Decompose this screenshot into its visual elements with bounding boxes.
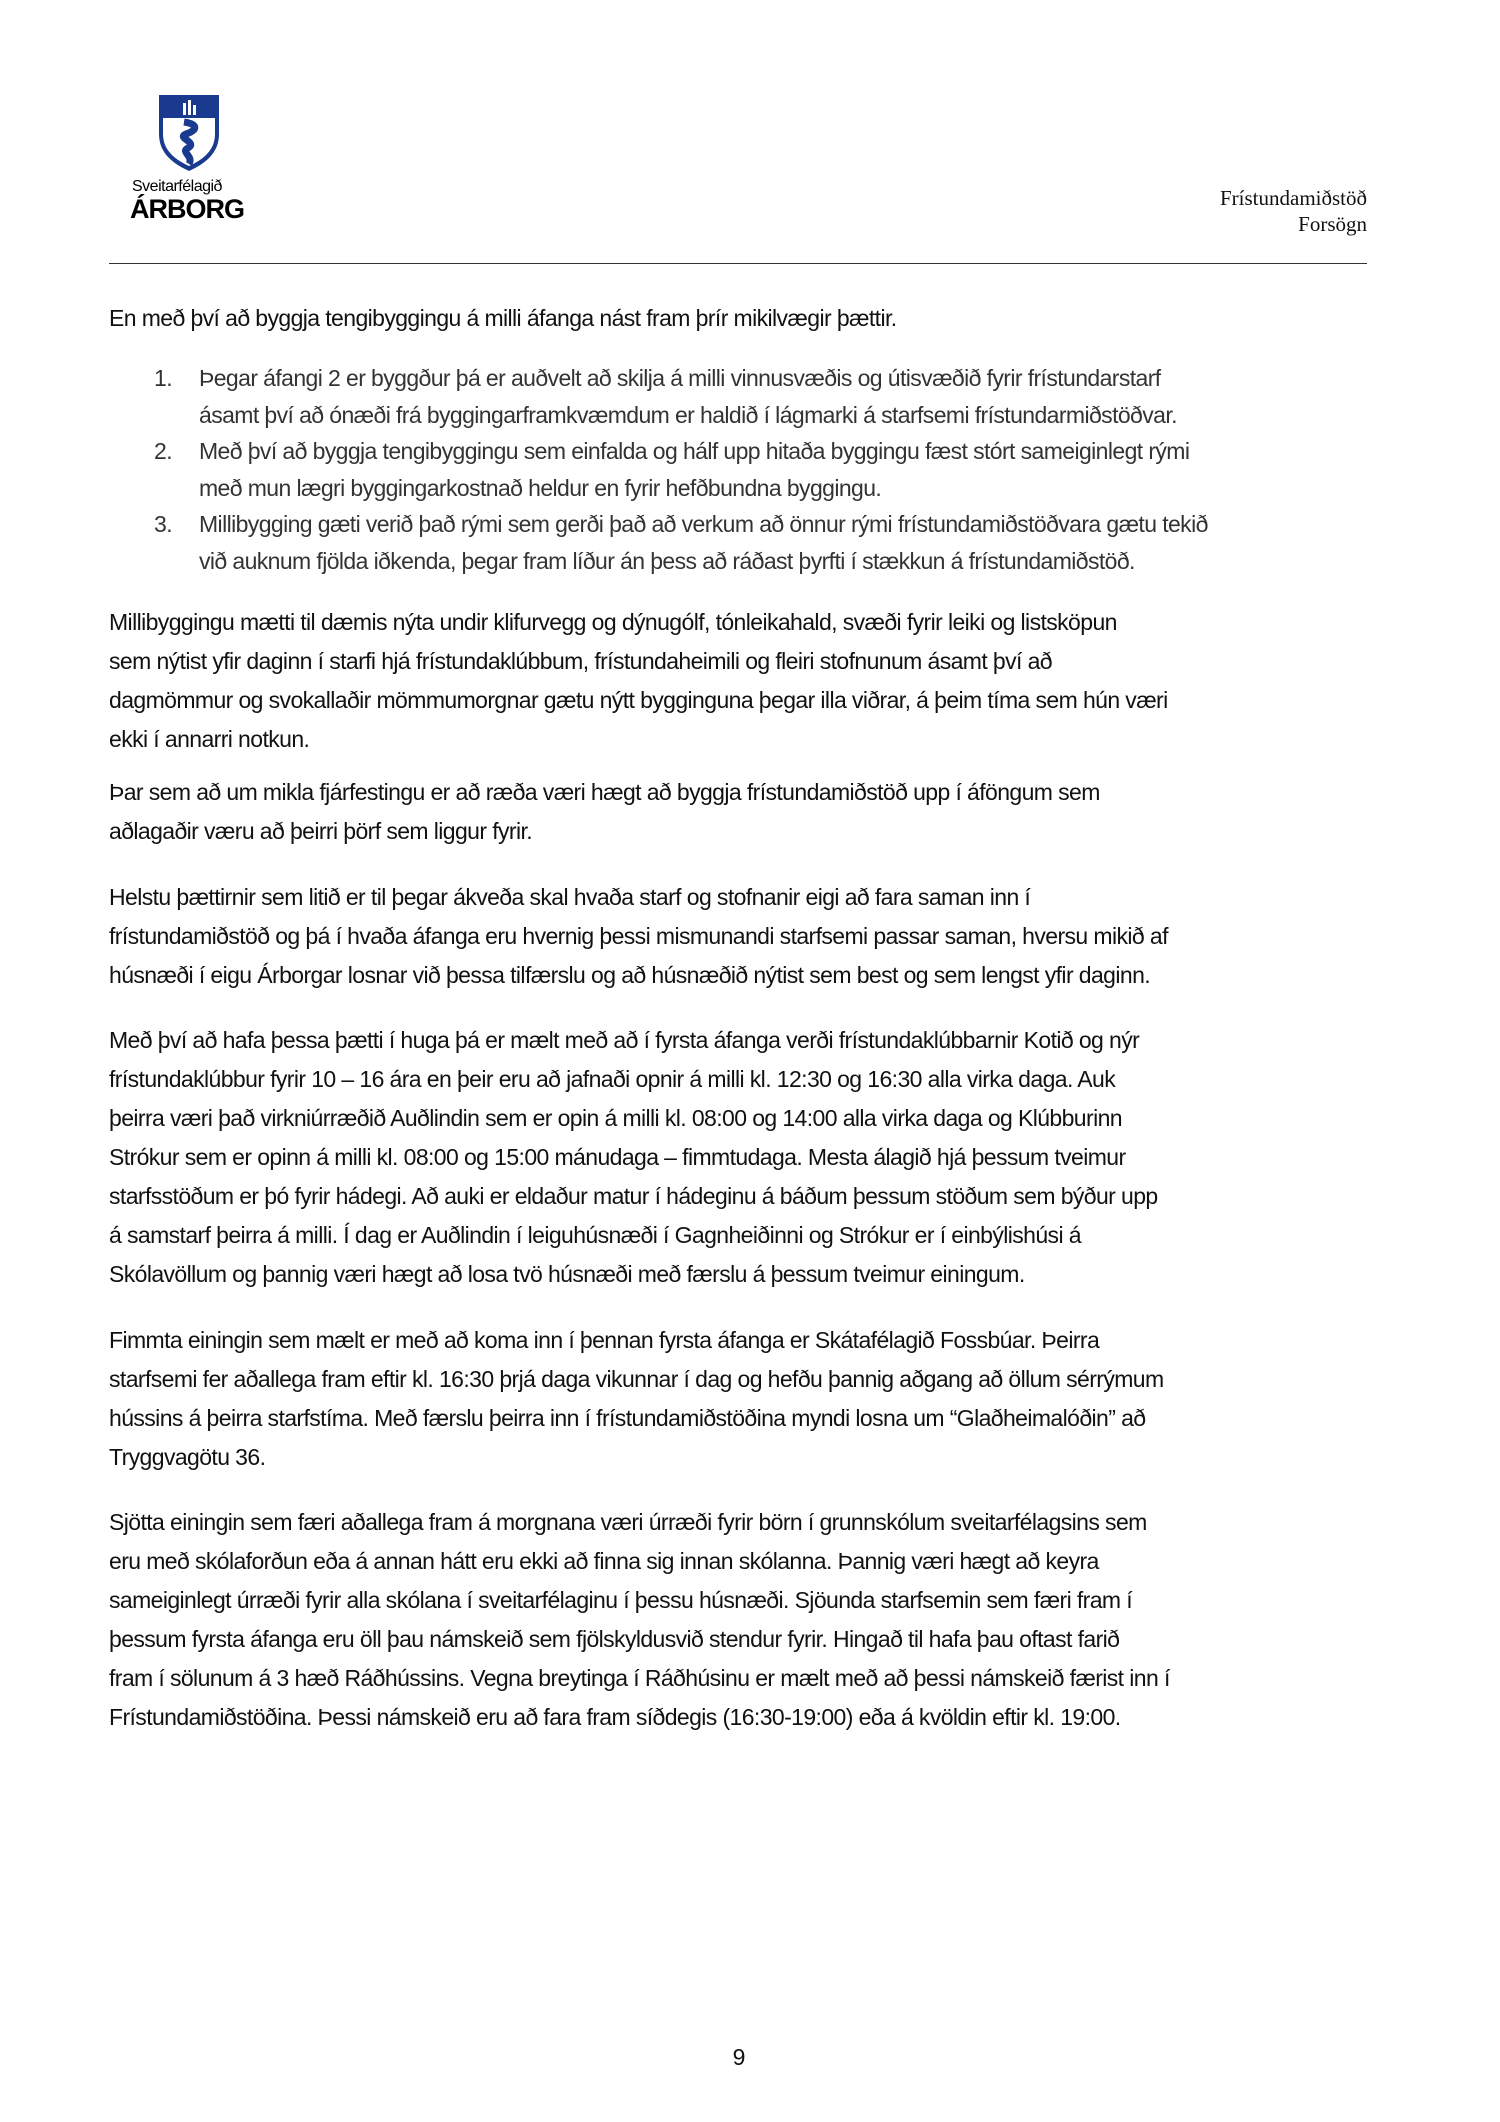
header-divider bbox=[109, 263, 1367, 264]
text-line: Helstu þættirnir sem litið er til þegar ákveða skal hvaða starf og stofnanir eigi að fara saman inn í bbox=[109, 884, 1031, 910]
list-number: 2. bbox=[154, 438, 172, 464]
paragraph bbox=[109, 878, 1367, 995]
text-line: fram í sölunum á 3 hæð Ráðhússins. Vegna breytinga í Ráðhúsinu er mælt með að þessi námskeið færist inn í bbox=[109, 1665, 1170, 1691]
text-line: þeirra væri það virkniúrræðið Auðlindin sem er opin á milli kl. 08:00 og 14:00 alla virka daga og Klúbburinn bbox=[109, 1105, 1122, 1131]
list-item bbox=[109, 360, 1367, 433]
paragraph bbox=[109, 773, 1367, 851]
paragraph bbox=[109, 1321, 1367, 1477]
text-line: Frístundamiðstöðina. Þessi námskeið eru að fara fram síðdegis (16:30-19:00) eða á kvöldin eftir kl. 19:00. bbox=[109, 1704, 1121, 1730]
text-line: Tryggvagötu 36. bbox=[109, 1444, 266, 1470]
list-item bbox=[109, 506, 1367, 579]
shield-icon bbox=[158, 94, 220, 172]
text-line: Skólavöllum og þannig væri hægt að losa tvö húsnæði með færslu á þessum tveimur einingum. bbox=[109, 1261, 1025, 1287]
text-line: aðlagaðir væru að þeirri þörf sem liggur fyrir. bbox=[109, 818, 533, 844]
intro-paragraph bbox=[109, 299, 1367, 338]
text-line: sameiginlegt úrræði fyrir alla skólana í sveitarfélaginu í þessu húsnæði. Sjöunda starfsemin sem færi fram í bbox=[109, 1587, 1133, 1613]
paragraph bbox=[109, 603, 1367, 759]
list-number: 1. bbox=[154, 365, 172, 391]
text-line: ásamt því að ónæði frá byggingarframkvæmdum er haldið í lágmarki á starfsemi frístundarmiðstöðvar. bbox=[199, 401, 1177, 428]
text-line: Með því að byggja tengibyggingu sem einfalda og hálf upp hitaða byggingu fæst stórt sameiginlegt rými bbox=[199, 438, 1190, 464]
text-line: ekki í annarri notkun. bbox=[109, 726, 310, 752]
text-line: En með því að byggja tengibyggingu á milli áfanga nást fram þrír mikilvægir þættir. bbox=[109, 305, 897, 331]
text-line: frístundamiðstöð og þá í hvaða áfanga eru hvernig þessi mismunandi starfsemi passar saman, hversu mikið af bbox=[109, 923, 1168, 949]
text-line: sem nýtist yfir daginn í starfi hjá frístundaklúbbum, frístundaheimili og fleiri stofnunum ásamt því að bbox=[109, 648, 1052, 674]
text-line: dagmömmur og svokallaðir mömmumorgnar gætu nýtt bygginguna þegar illa viðrar, á þeim tíma sem hún væri bbox=[109, 687, 1168, 713]
text-line: þessum fyrsta áfanga eru öll þau námskeið sem fjölskyldusvið stendur fyrir. Hingað til hafa þau oftast farið bbox=[109, 1626, 1120, 1652]
text-line: Með því að hafa þessa þætti í huga þá er mælt með að í fyrsta áfanga verði frístundaklúbbarnir Kotið og nýr bbox=[109, 1027, 1140, 1053]
header-title: Frístundamiðstöð bbox=[1219, 186, 1367, 210]
numbered-list bbox=[109, 360, 1367, 579]
text-line: hússins á þeirra starfstíma. Með færslu þeirra inn í frístundamiðstöðina myndi losna um “Glaðheimalóðin” að bbox=[109, 1405, 1146, 1431]
text-line: húsnæði í eigu Árborgar losnar við þessa tilfærslu og að húsnæðið nýtist sem best og sem lengst yfir daginn. bbox=[109, 962, 1151, 988]
text-line: Fimmta einingin sem mælt er með að koma inn í þennan fyrsta áfanga er Skátafélagið Fossbúar. Þeirra bbox=[109, 1327, 1100, 1353]
paragraph bbox=[109, 1503, 1367, 1737]
text-line: starfsemi fer aðallega fram eftir kl. 16:30 þrjá daga vikunnar í dag og hefðu þannig aðgang að öllum sérrýmum bbox=[109, 1366, 1164, 1392]
text-line: Strókur sem er opinn á milli kl. 08:00 og 15:00 mánudaga – fimmtudaga. Mesta álagið hjá þessum tveimur bbox=[109, 1144, 1126, 1170]
text-line: Millibyggingu mætti til dæmis nýta undir klifurvegg og dýnugólf, tónleikahald, svæði fyrir leiki og listsköpun bbox=[109, 609, 1117, 635]
text-line: Þegar áfangi 2 er byggður þá er auðvelt að skilja á milli vinnusvæðis og útisvæðið fyrir frístundarstarf bbox=[199, 365, 1161, 391]
page-number: 9 bbox=[732, 2044, 746, 2070]
text-line: eru með skólaforðun eða á annan hátt eru ekki að finna sig innan skólanna. Þannig væri hægt að keyra bbox=[109, 1548, 1099, 1574]
text-line: Þar sem að um mikla fjárfestingu er að ræða væri hægt að byggja frístundamiðstöð upp í áföngum sem bbox=[109, 779, 1100, 805]
header-subtitle: Forsögn bbox=[1298, 212, 1367, 236]
text-line: starfsstöðum er þó fyrir hádegi. Að auki er eldaður matur í hádeginu á báðum þessum stöðum sem býður upp bbox=[109, 1183, 1158, 1209]
logo-line2: ÁRBORG bbox=[130, 194, 244, 224]
text-line: með mun lægri byggingarkostnað heldur en fyrir hefðbundna byggingu. bbox=[199, 474, 882, 501]
text-line: á samstarf þeirra á milli. Í dag er Auðlindin í leiguhúsnæði í Gagnheiðinni og Strókur er í einbýlishúsi á bbox=[109, 1222, 1081, 1248]
text-line: frístundaklúbbur fyrir 10 – 16 ára en þeir eru að jafnaði opnir á milli kl. 12:30 og 16:30 alla virka daga. Auk bbox=[109, 1066, 1116, 1092]
text-line: við auknum fjölda iðkenda, þegar fram líður án þess að ráðast þyrfti í stækkun á frístundamiðstöð. bbox=[199, 547, 1135, 574]
text-line: Sjötta einingin sem færi aðallega fram á morgnana væri úrræði fyrir börn í grunnskólum sveitarfélagsins sem bbox=[109, 1509, 1147, 1535]
list-number: 3. bbox=[154, 511, 172, 537]
logo-line1: Sveitarfélagið bbox=[132, 178, 222, 195]
text-line: Millibygging gæti verið það rými sem gerði það að verkum að önnur rými frístundamiðstöðvara gætu tekið bbox=[199, 511, 1208, 537]
list-item bbox=[109, 433, 1367, 506]
paragraph bbox=[109, 1021, 1367, 1294]
